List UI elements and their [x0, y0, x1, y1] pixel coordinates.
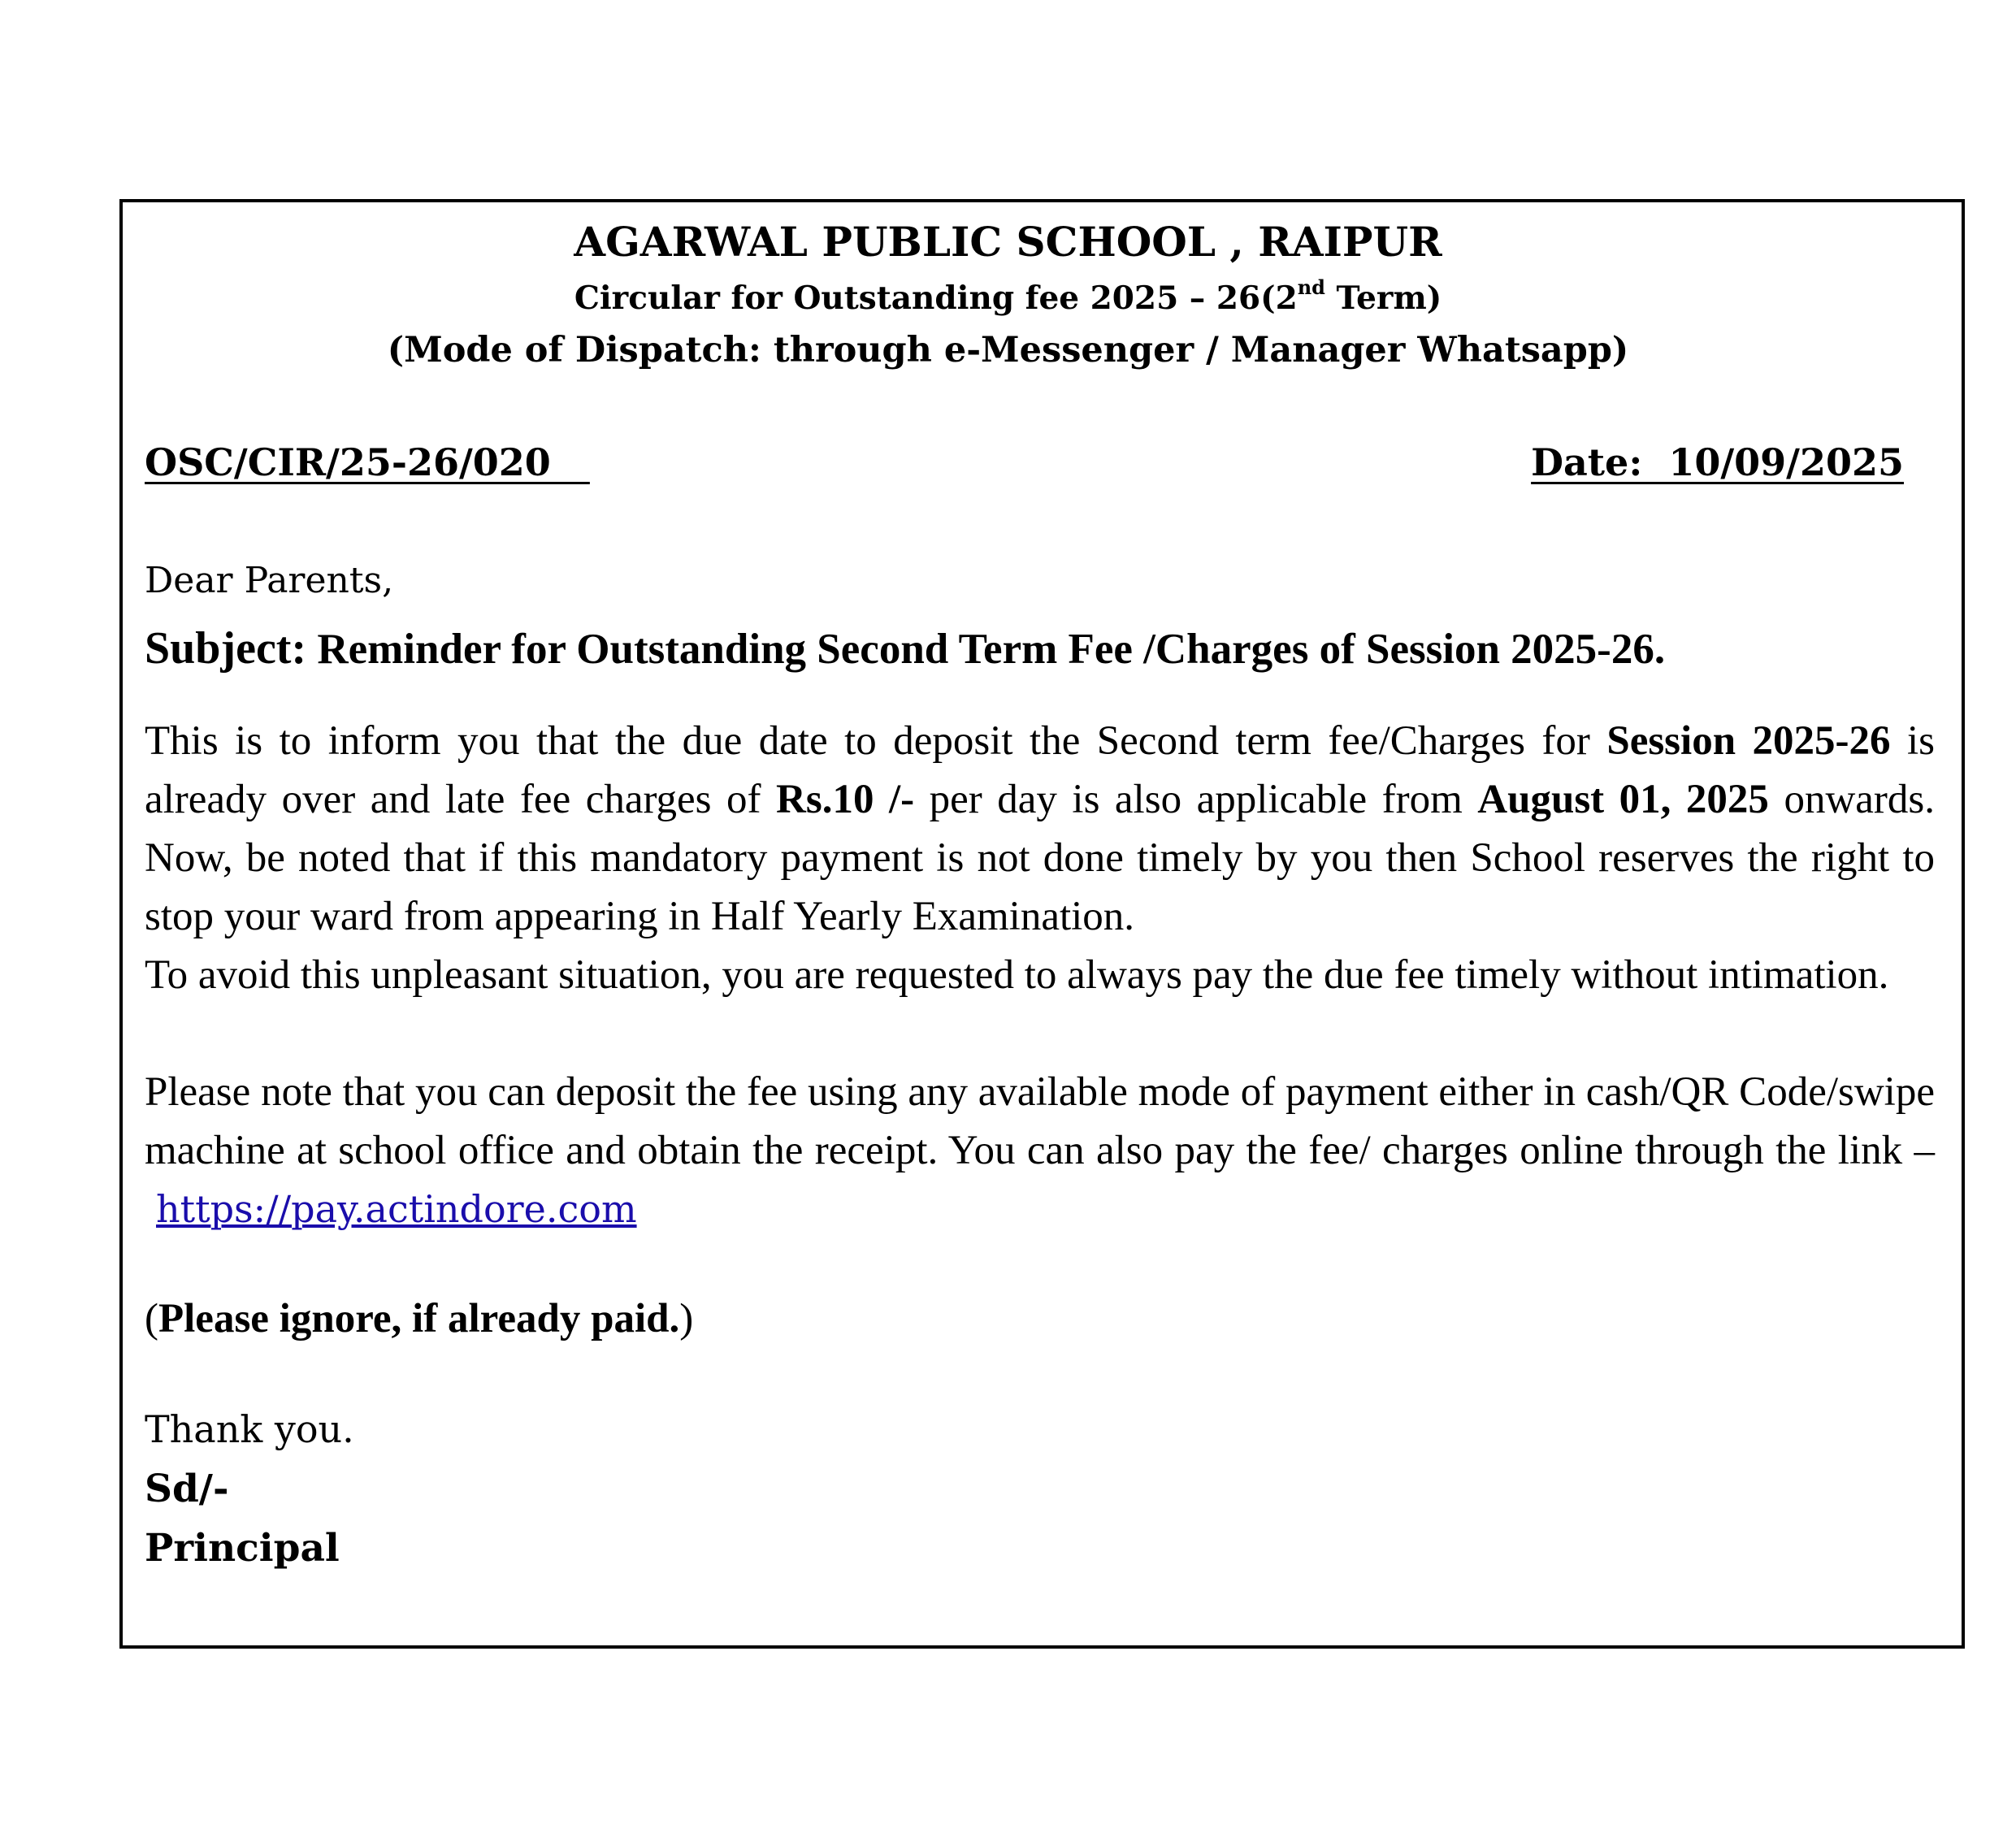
circular-date: Date: 10/09/2025 — [1531, 440, 1904, 484]
circular-title-prefix: Circular for Outstanding fee 2025 – 26(2 — [574, 280, 1298, 317]
circular-title-suffix: Term) — [1324, 280, 1442, 317]
school-name: AGARWAL PUBLIC SCHOOL , RAIPUR — [574, 218, 1442, 266]
paragraph-payment-modes — [145, 1063, 1935, 1238]
circular-title — [0, 275, 2016, 317]
ignore-note — [145, 1295, 693, 1342]
ignore-open-paren: ( — [145, 1296, 158, 1341]
dispatch-mode: (Mode of Dispatch: through e-Messenger / Manager Whatsapp) — [387, 330, 1629, 371]
ignore-close-paren: ) — [679, 1296, 694, 1341]
designation: Principal — [145, 1526, 340, 1571]
p1-late-fee-amount: Rs.10 /- — [776, 777, 915, 822]
p3-text: Please note that you can deposit the fee using any available mode of payment either in cash/QR Code/swipe machine at school office and obtain the receipt. You can also pay the fee/ charges online through the link – — [145, 1069, 1935, 1173]
p1-text-g: onwards. Now, be noted that if this mandatory payment is not done timely by you then School reserves the right to stop your ward from appearing in Half Yearly Examination. — [145, 777, 1935, 939]
p1-text-c: is already over and late fee charges of — [145, 718, 1935, 822]
thank-you: Thank you. — [145, 1407, 354, 1451]
subject-label: Subject: — [145, 623, 307, 674]
ignore-text: Please ignore, if already paid. — [158, 1296, 680, 1341]
signature: Sd/- — [145, 1467, 229, 1511]
salutation: Dear Parents, — [145, 560, 394, 601]
payment-link[interactable]: https://pay.actindore.com — [156, 1187, 637, 1231]
circular-title-superscript: nd — [1297, 275, 1325, 299]
p1-session: Session 2025-26 — [1606, 718, 1891, 764]
subject-text: Reminder for Outstanding Second Term Fee /Charges of Session 2025-26. — [306, 626, 1666, 673]
p1-late-fee-start-date: August 01, 2025 — [1477, 777, 1769, 822]
paragraph-request: To avoid this unpleasant situation, you are requested to always pay the due fee timely without intimation. — [145, 952, 1889, 998]
p1-text-a: This is to inform you that the due date to deposit the Second term fee/Charges for — [145, 718, 1607, 764]
circular-reference-number: OSC/CIR/25-26/020 — [145, 440, 590, 484]
subject-line — [145, 622, 1665, 674]
p1-text-e: per day is also applicable from — [914, 777, 1478, 822]
paragraph-due-date — [145, 712, 1935, 946]
